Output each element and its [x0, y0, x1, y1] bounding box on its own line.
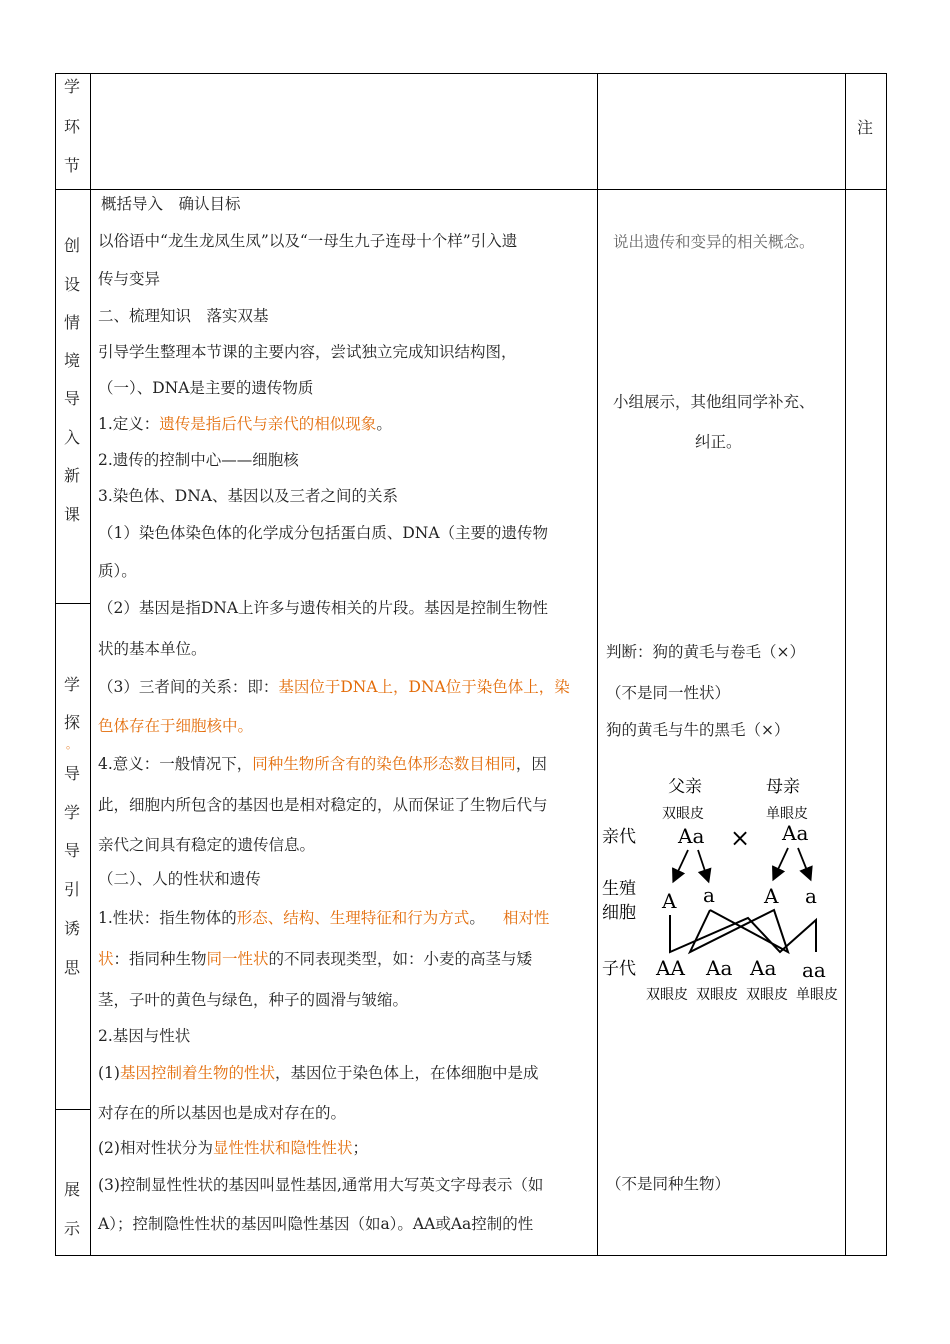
text-line: 概括导入 确认目标 — [101, 195, 241, 213]
activity-text: 纠正。 — [695, 433, 742, 451]
activity-text: 判断：狗的黄毛与卷毛（×） — [606, 643, 805, 661]
offspring-trait: 双眼皮 — [646, 987, 688, 1003]
offspring-trait: 单眼皮 — [796, 987, 838, 1003]
text-line: 以俗语中“龙生龙凤生凤”以及“一母生九子连母十个样”引入遗 — [98, 232, 518, 250]
section-char: 学 — [64, 675, 81, 694]
text-line: 2.遗传的控制中心——细胞核 — [98, 451, 299, 469]
text-line: 对存在的所以基因也是成对存在的。 — [98, 1104, 347, 1122]
text-line: 传与变异 — [98, 270, 161, 288]
cross-icon: × — [730, 824, 751, 852]
offspring-trait: 双眼皮 — [746, 987, 788, 1003]
text-line: A）；控制隐性性状的基因叫隐性基因（如a）。AA或Aa控制的性 — [98, 1215, 534, 1233]
text-line: 茎，子叶的黄色与绿色，种子的圆滑与皱缩。 — [98, 991, 409, 1009]
parent-gen-label: 亲代 — [602, 827, 636, 847]
gamete: A — [662, 889, 677, 913]
section-char: 导 — [64, 841, 81, 860]
offspring-label: 子代 — [602, 959, 636, 979]
text-line: 亲代之间具有稳定的遗传信息。 — [98, 836, 316, 854]
section-char: 思 — [64, 958, 81, 977]
gamete: a — [805, 884, 817, 908]
section-char: 设 — [64, 275, 81, 294]
father-trait: 双眼皮 — [662, 806, 704, 822]
mother-genotype: Aa — [782, 821, 809, 845]
text-line: （3）三者间的关系：即：基因位于DNA上，DNA位于染色体上，染 — [98, 678, 570, 696]
activity-text: 狗的黄毛与牛的黑毛（×） — [606, 721, 790, 739]
gamete: a — [703, 883, 715, 907]
text-line: 1.定义：遗传是指后代与亲代的相似现象。 — [98, 415, 392, 433]
section-divider-1 — [55, 603, 91, 604]
germ-cell-label: 生殖 — [602, 879, 636, 899]
section-char: 引 — [64, 880, 81, 899]
section-char: 创 — [64, 236, 81, 255]
header-char: 学 — [64, 77, 81, 96]
father-label: 父亲 — [668, 777, 702, 797]
gamete: A — [764, 884, 779, 908]
text-line: 2.基因与性状 — [98, 1027, 191, 1045]
section-char: 入 — [64, 428, 81, 447]
section-char: 示 — [64, 1219, 81, 1238]
section-char: 导 — [64, 764, 81, 783]
offspring-genotype: AA — [656, 956, 685, 980]
text-line: 色体存在于细胞核中。 — [98, 717, 254, 735]
text-line: 引导学生整理本节课的主要内容，尝试独立完成知识结构图， — [98, 343, 517, 361]
offspring-genotype: Aa — [706, 956, 733, 980]
section-char: 。 — [66, 738, 77, 751]
text-line: 此，细胞内所包含的基因也是相对稳定的，从而保证了生物后代与 — [98, 796, 548, 814]
section-char: 探 — [64, 713, 81, 732]
text-line: (2)相对性状分为显性性状和隐性性状； — [98, 1139, 368, 1157]
header-char: 节 — [64, 156, 81, 175]
section-divider-2 — [55, 1109, 91, 1110]
table-top-border — [55, 73, 887, 74]
col1-divider — [90, 73, 91, 1256]
text-line: （二）、人的性状和遗传 — [98, 870, 261, 888]
text-line: 3.染色体、DNA、基因以及三者之间的关系 — [98, 487, 398, 505]
table-left-border — [55, 73, 56, 1256]
section-char: 境 — [64, 351, 81, 370]
section-char: 诱 — [64, 919, 81, 938]
col2-divider — [597, 73, 598, 1256]
section-char: 课 — [64, 505, 81, 524]
section-char: 新 — [64, 466, 81, 485]
text-line: 4.意义：一般情况下，同种生物所含有的染色体形态数目相同，因 — [98, 755, 547, 773]
father-genotype: Aa — [678, 824, 705, 848]
genetic-cross-diagram — [598, 770, 844, 1010]
text-line: (1)基因控制着生物的性状，基因位于染色体上，在体细胞中是成 — [98, 1064, 539, 1082]
header-bottom-border — [55, 189, 887, 190]
section-char: 导 — [64, 389, 81, 408]
mother-trait: 单眼皮 — [766, 806, 808, 822]
activity-text: （不是同一性状） — [606, 684, 731, 702]
offspring-genotype: aa — [802, 958, 826, 982]
activity-text: 小组展示，其他组同学补充、 — [613, 393, 815, 411]
table-bottom-border — [55, 1255, 887, 1256]
text-line: 质）。 — [98, 562, 137, 580]
offspring-trait: 双眼皮 — [696, 987, 738, 1003]
text-line: 状的基本单位。 — [98, 640, 207, 658]
header-col4: 注 — [857, 118, 874, 137]
text-line: （2）基因是指DNA上许多与遗传相关的片段。基因是控制生物性 — [98, 599, 549, 617]
offspring-genotype: Aa — [750, 956, 777, 980]
mother-label: 母亲 — [766, 777, 800, 797]
text-line: (3)控制显性性状的基因叫显性基因,通常用大写英文字母表示（如 — [98, 1176, 544, 1194]
activity-text: （不是同种生物） — [606, 1175, 731, 1193]
text-line: （1）染色体染色体的化学成分包括蛋白质、DNA（主要的遗传物 — [98, 524, 549, 542]
text-line: 二、梳理知识 落实双基 — [98, 307, 269, 325]
text-line: （一）、DNA是主要的遗传物质 — [98, 379, 314, 397]
germ-cell-label: 细胞 — [602, 903, 636, 923]
activity-text: 说出遗传和变异的相关概念。 — [613, 233, 815, 251]
section-char: 情 — [64, 313, 81, 332]
header-char: 环 — [64, 117, 81, 136]
section-char: 学 — [64, 803, 81, 822]
text-line: 1.性状：指生物体的形态、结构、生理特征和行为方式。 相对性 — [98, 909, 550, 927]
col3-divider — [845, 73, 846, 1256]
table-right-border — [886, 73, 887, 1256]
section-char: 展 — [64, 1180, 81, 1199]
text-line: 状：指同种生物同一性状的不同表现类型，如：小麦的高茎与矮 — [98, 950, 533, 968]
